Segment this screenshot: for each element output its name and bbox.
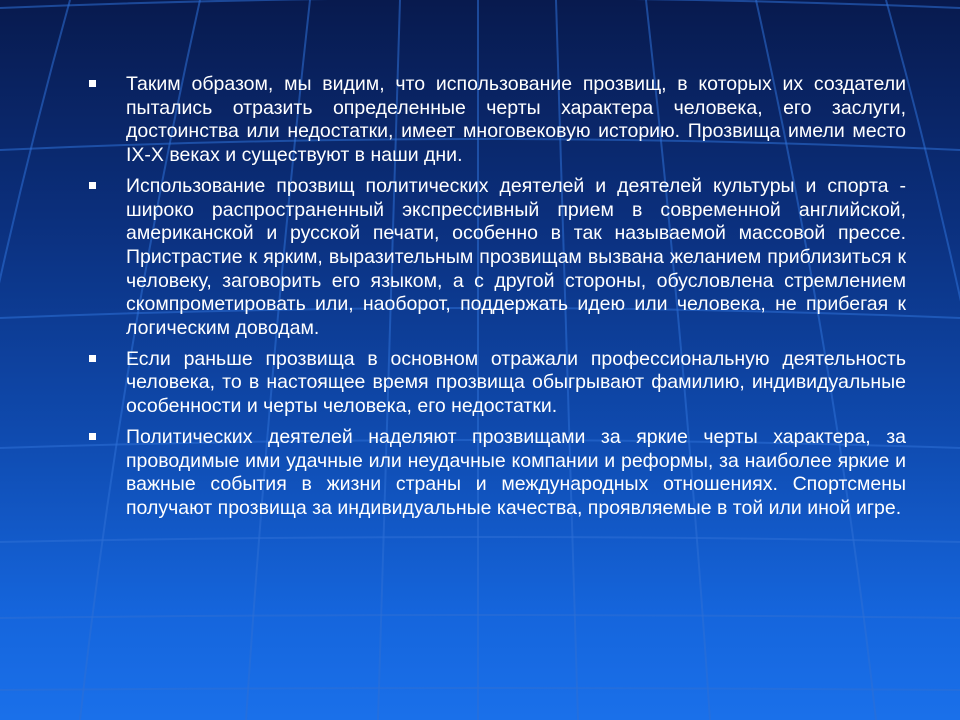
bullet-text: Таким образом, мы видим, что использование прозвищ, в которых их создатели пытались отразить определенные черты характера человека, его заслуги, достоинства или недостатки, имеет многовековую историю. Прозвища имели место IX-X веках и существуют в наши дни. bbox=[126, 73, 906, 167]
grid-latitude-line bbox=[0, 0, 960, 8]
bullet-item bbox=[86, 175, 906, 341]
bullet-item bbox=[86, 348, 906, 419]
bullet-item bbox=[86, 73, 906, 168]
grid-latitude-line bbox=[0, 615, 960, 618]
bullet-item bbox=[86, 426, 906, 521]
square-bullet-icon bbox=[89, 80, 96, 87]
square-bullet-icon bbox=[89, 355, 96, 362]
grid-latitude-line bbox=[0, 537, 960, 542]
bullet-text: Если раньше прозвища в основном отражали профессиональную деятельность человека, то в настоящее время прозвища обыгрывают фамилию, индивидуальные особенности и черты человека, его недостатки. bbox=[126, 347, 906, 418]
bullet-list bbox=[86, 73, 906, 521]
grid-latitude-line bbox=[0, 688, 960, 690]
bullet-text: Политических деятелей наделяют прозвищами за яркие черты характера, за проводимые ими удачные или неудачные компании и реформы, за наиболее яркие и важные события в жизни страны и международных отношениях. Спортсмены получают прозвища за индивидуальные качества, проявляемые в той или иной игре. bbox=[126, 425, 906, 519]
bullet-text: Использование прозвищ политических деятелей и деятелей культуры и спорта - широко распространенный экспрессивный прием в современной английской, американской и русской печати, особенно в так называемой массовой прессе. Пристрастие к ярким, выразительным прозвищам вызвана желанием приблизиться к человеку, заговорить его языком, а с другой стороны, обусловлена стремлением скомпрометировать или, наоборот, поддержать идею или человека, не прибегая к логическим доводам. bbox=[126, 174, 906, 340]
content-area bbox=[86, 73, 906, 528]
square-bullet-icon bbox=[89, 182, 96, 189]
square-bullet-icon bbox=[89, 433, 96, 440]
grid-longitude-line bbox=[0, 0, 70, 720]
